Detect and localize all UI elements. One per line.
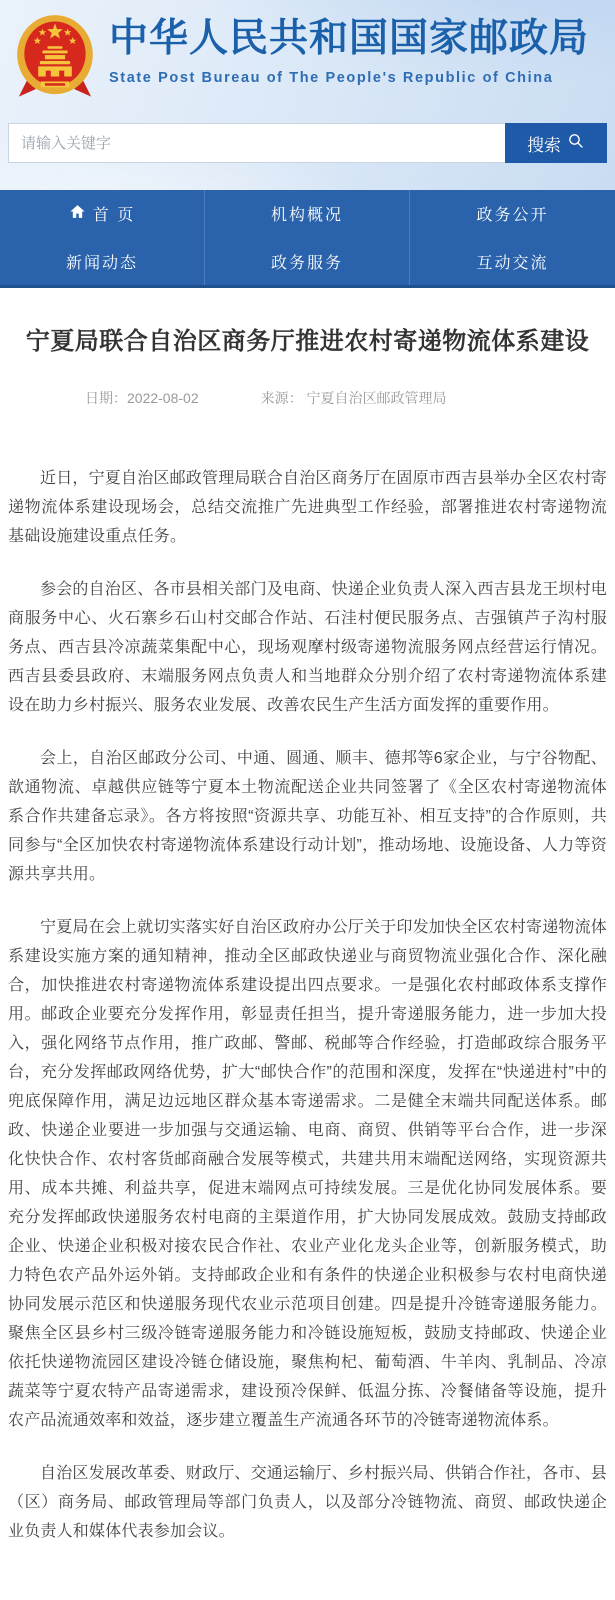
site-branding (0, 0, 615, 111)
brand-text (109, 10, 589, 86)
article-paragraph: 自治区发展改革委、财政厅、交通运输厅、乡村振兴局、供销合作社，各市、县（区）商务局、邮政管理局等部门负责人，以及部分冷链物流、商贸、邮政快递企业负责人和媒体代表参加会议。 (8, 1465, 608, 1541)
nav-item-gov-disclosure[interactable] (410, 190, 615, 238)
nav-item-label: 互动交流 (476, 254, 549, 272)
article-source: 来源： 宁夏自治区邮政管理局 (260, 390, 447, 407)
nav-item-home[interactable] (0, 190, 205, 238)
search-icon (567, 132, 585, 155)
nav-item-label: 机构概况 (270, 207, 343, 225)
nav-item-interaction[interactable] (410, 238, 615, 286)
site-header (0, 0, 615, 190)
article-title: 宁夏局联合自治区商务厅推进农村寄递物流体系建设 (25, 328, 590, 355)
nav-item-label: 首 页 (92, 207, 136, 225)
search-button-label: 搜索 (527, 135, 561, 155)
site-subtitle: State Post Bureau of The People's Republic of China (109, 69, 554, 86)
search-bar (8, 123, 607, 163)
nav-item-gov-services[interactable] (205, 238, 410, 286)
article-paragraph: 会上，自治区邮政分公司、中通、圆通、顺丰、德邦等6家企业，与宁谷物配、歆通物流、卓越供应链等宁夏本土物流配送企业共同签署了《全区农村寄递物流体系合作共建备忘录》。各方将按照“资源共享、功能互补、相互支持”的合作原则，共同参与“全区加快农村寄递物流体系建设行动计划”，推动场地、设施设备、人力等资源共享共用。 (8, 750, 607, 884)
main-nav (0, 190, 615, 288)
nav-item-label: 政务公开 (476, 207, 549, 225)
article-meta (8, 388, 607, 408)
article-paragraph: 参会的自治区、各市县相关部门及电商、快递企业负责人深入西吉县龙王坝村电商服务中心、火石寨乡石山村交邮合作站、石洼村便民服务点、吉强镇芦子沟村服务点、西吉县冷凉蔬菜集配中心，现场观摩村级寄递物流服务网点经营运行情况。西吉县委县政府、末端服务网点负责人和当地群众分别介绍了农村寄递物流体系建设在助力乡村振兴、服务农业发展、改善农民生产生活方面发挥的重要作用。 (8, 581, 608, 715)
nav-item-organization[interactable] (205, 190, 410, 238)
search-button[interactable] (505, 123, 607, 163)
article-date: 日期：2022-08-02 (85, 390, 199, 407)
search-input[interactable] (8, 123, 505, 163)
article-paragraph: 宁夏局在会上就切实落实好自治区政府办公厅关于印发加快全区农村寄递物流体系建设实施方案的通知精神，推动全区邮政快递业与商贸物流业强化合作、深化融合，加快推进农村寄递物流体系建设提出四点要求。一是强化农村邮政体系支撑作用。邮政企业要充分发挥作用，彰显责任担当，提升寄递服务能力，进一步加大投入，强化网络节点作用，推广政邮、警邮、税邮等合作经验，打造邮政综合服务平台，充分发挥邮政网络优势，扩大“邮快合作”的范围和深度，发挥在“快递进村”中的兜底保障作用，满足边远地区群众基本寄递需求。二是健全末端共同配送体系。邮政、快递企业要进一步加强与交通运输、电商、商贸、供销等平台合作，进一步深化快快合作、农村客货邮商融合发展等模式，共建共用末端配送网络，实现资源共用、成本共摊、利益共享，促进末端网点可持续发展。三是优化协同发展体系。要充分发挥邮政快递服务农村电商的主渠道作用，扩大协同发展成效。鼓励支持邮政企业、快递企业积极对接农民合作社、农业产业化龙头企业等，创新服务模式，助力特色农产品外运外销。支持邮政企业和有条件的快递企业积极参与农村电商快递协同发展示范区和快递服务现代农业示范项目创建。四是提升冷链寄递服务能力。聚焦全区县乡村三级冷链寄递服务能力和冷链设施短板，鼓励支持邮政、快递企业依托快递物流园区建设冷链仓储设施，聚焦枸杞、葡萄酒、牛羊肉、乳制品、冷凉蔬菜等宁夏农特产品寄递需求，建设预冷保鲜、低温分拣、冷餐储备等设施，提升农产品流通效率和效益，逐步建立覆盖生产流通各环节的冷链寄递物流体系。 (8, 919, 608, 1430)
nav-item-label: 新闻动态 (65, 254, 138, 272)
article-body (8, 464, 607, 1546)
nav-item-news[interactable] (0, 238, 205, 286)
article-paragraph: 近日，宁夏自治区邮政管理局联合自治区商务厅在固原市西吉县举办全区农村寄递物流体系建设现场会，总结交流推广先进典型工作经验，部署推进农村寄递物流基础设施建设重点任务。 (8, 470, 608, 546)
home-icon (69, 203, 86, 225)
nav-item-label: 政务服务 (270, 254, 343, 272)
article-page (0, 288, 615, 1576)
national-emblem-icon (13, 10, 97, 111)
site-title: 中华人民共和国国家邮政局 (109, 17, 590, 60)
